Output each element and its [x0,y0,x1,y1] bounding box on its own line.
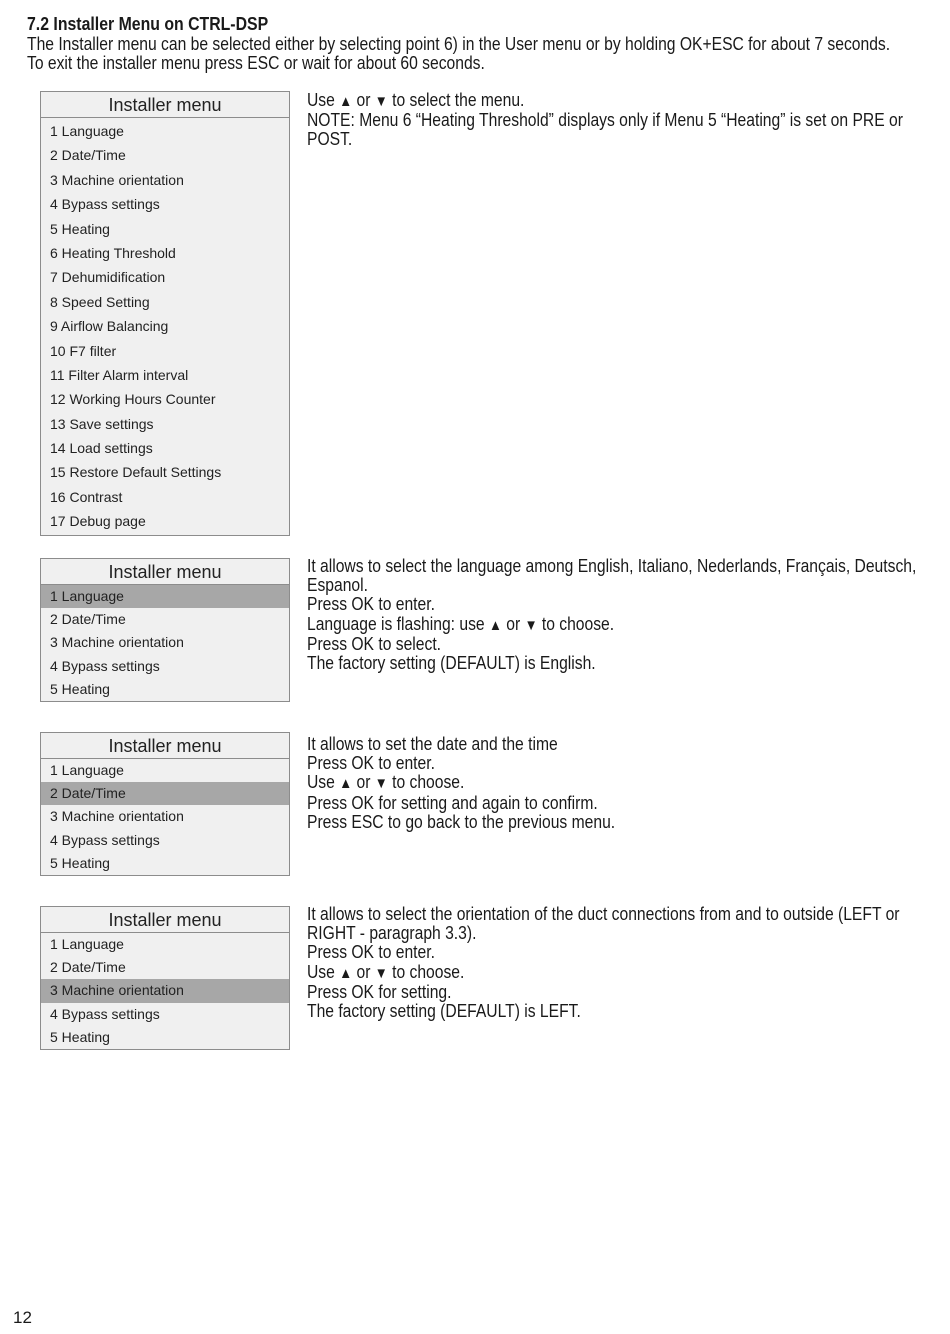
description-line: It allows to select the language among English, Italiano, Nederlands, Français, Deutsch, [307,556,917,576]
menu-title: Installer menu [41,559,289,585]
description-line: Espanol. [307,575,368,596]
menu-item-dehumidification: 7 Dehumidification [50,269,166,286]
description-line: The factory setting (DEFAULT) is English. [307,653,596,674]
description-line: Press OK for setting and again to confirm. [307,792,598,813]
installer-menu-datetime [40,732,290,876]
up-triangle-icon: ▲ [339,93,353,110]
menu-item-working-hours-counter: 12 Working Hours Counter [50,391,216,408]
description-line: RIGHT - paragraph 3.3). [307,923,477,944]
section-intro [27,35,890,73]
menu-title: Installer menu [41,92,289,118]
description-line [307,773,925,793]
or-text: or [506,613,521,634]
description-line: Press OK for setting. [307,981,452,1002]
installer-menu-orientation [40,906,290,1050]
menu-item-heating: 5 Heating [50,854,110,871]
menu-item-heating-threshold: 6 Heating Threshold [50,244,176,261]
menu-item-datetime-selected: 2 Date/Time [41,782,289,805]
menu-item-machine-orientation: 3 Machine orientation [50,171,184,188]
menu-item-save-settings: 13 Save settings [50,415,154,432]
menu-item-speed-setting: 8 Speed Setting [50,293,150,310]
menu-item-bypass-settings: 4 Bypass settings [50,831,160,848]
use-text: Use [307,90,335,110]
up-triangle-icon: ▲ [339,964,353,982]
choose-suffix: to choose. [392,772,465,793]
menu-item-datetime: 2 Date/Time [50,611,126,628]
note-line: NOTE: Menu 6 “Heating Threshold” displays only if Menu 5 “Heating” is set on PRE or [307,110,903,131]
description-line: Press ESC to go back to the previous menu. [307,811,616,832]
choose-suffix: to choose. [541,613,615,634]
datetime-description [307,735,925,832]
intro-line: To exit the installer menu press ESC or wait for about 60 seconds. [27,53,485,73]
up-triangle-icon: ▲ [488,616,502,634]
menu-item-language-selected: 1 Language [41,585,289,608]
menu-item-restore-default-settings: 15 Restore Default Settings [50,464,222,481]
choose-prefix: Use [307,961,335,982]
section-heading: 7.2 Installer Menu on CTRL-DSP [27,14,269,34]
choose-prefix: Language is flashing: use [307,613,485,634]
description-line: Press OK to select. [307,633,442,654]
installer-menu-full [40,91,290,536]
or-text: or [356,961,371,982]
description-line: It allows to select the orientation of the duct connections from and to outside (LEFT or [307,904,900,924]
menu-description [307,91,925,150]
menu-item-language: 1 Language [50,123,124,139]
or-text: or [356,90,371,110]
choose-prefix: Use [307,772,335,793]
menu-item-machine-orientation: 3 Machine orientation [50,634,184,651]
menu-item-filter-alarm-interval: 11 Filter Alarm interval [50,366,189,383]
menu-item-airflow-balancing: 9 Airflow Balancing [50,318,169,335]
down-triangle-icon: ▼ [374,964,388,982]
description-line: Press OK to enter. [307,753,435,774]
description-line: Press OK to enter. [307,594,435,615]
description-line: It allows to set the date and the time [307,734,558,754]
choose-suffix: to choose. [392,961,465,982]
menu-item-debug-page: 17 Debug page [50,513,146,530]
menu-item-machine-orientation-selected: 3 Machine orientation [41,979,289,1002]
description-line [307,963,925,983]
installer-menu-language [40,558,290,702]
menu-item-load-settings: 14 Load settings [50,440,153,457]
down-triangle-icon: ▼ [524,616,538,634]
menu-item-bypass-settings: 4 Bypass settings [50,657,160,674]
select-text: to select the menu. [392,90,525,110]
description-line [307,615,925,635]
menu-item-machine-orientation: 3 Machine orientation [50,808,184,825]
description-line [307,91,925,111]
menu-item-bypass-settings: 4 Bypass settings [50,196,160,213]
note-line: POST. [307,129,353,150]
page-number: 12 [13,1308,32,1327]
or-text: or [356,772,371,793]
menu-title: Installer menu [41,907,289,933]
menu-item-heating: 5 Heating [50,220,110,237]
menu-item-datetime: 2 Date/Time [50,959,126,976]
up-triangle-icon: ▲ [339,775,353,793]
menu-item-f7-filter: 10 F7 filter [50,342,117,359]
orientation-description [307,905,925,1021]
down-triangle-icon: ▼ [374,775,388,793]
menu-item-heating: 5 Heating [50,680,110,697]
menu-title: Installer menu [41,733,289,759]
menu-item-language: 1 Language [50,936,124,952]
menu-item-language: 1 Language [50,762,124,778]
language-description [307,557,925,673]
menu-item-heating: 5 Heating [50,1028,110,1045]
description-line: The factory setting (DEFAULT) is LEFT. [307,1001,581,1022]
menu-item-contrast: 16 Contrast [50,488,123,505]
menu-item-datetime: 2 Date/Time [50,147,126,164]
description-line: Press OK to enter. [307,942,435,963]
menu-item-bypass-settings: 4 Bypass settings [50,1005,160,1022]
down-triangle-icon: ▼ [374,93,388,110]
intro-line: The Installer menu can be selected either by selecting point 6) in the User menu or by holding OK+ESC for about 7 seconds. [27,34,891,54]
